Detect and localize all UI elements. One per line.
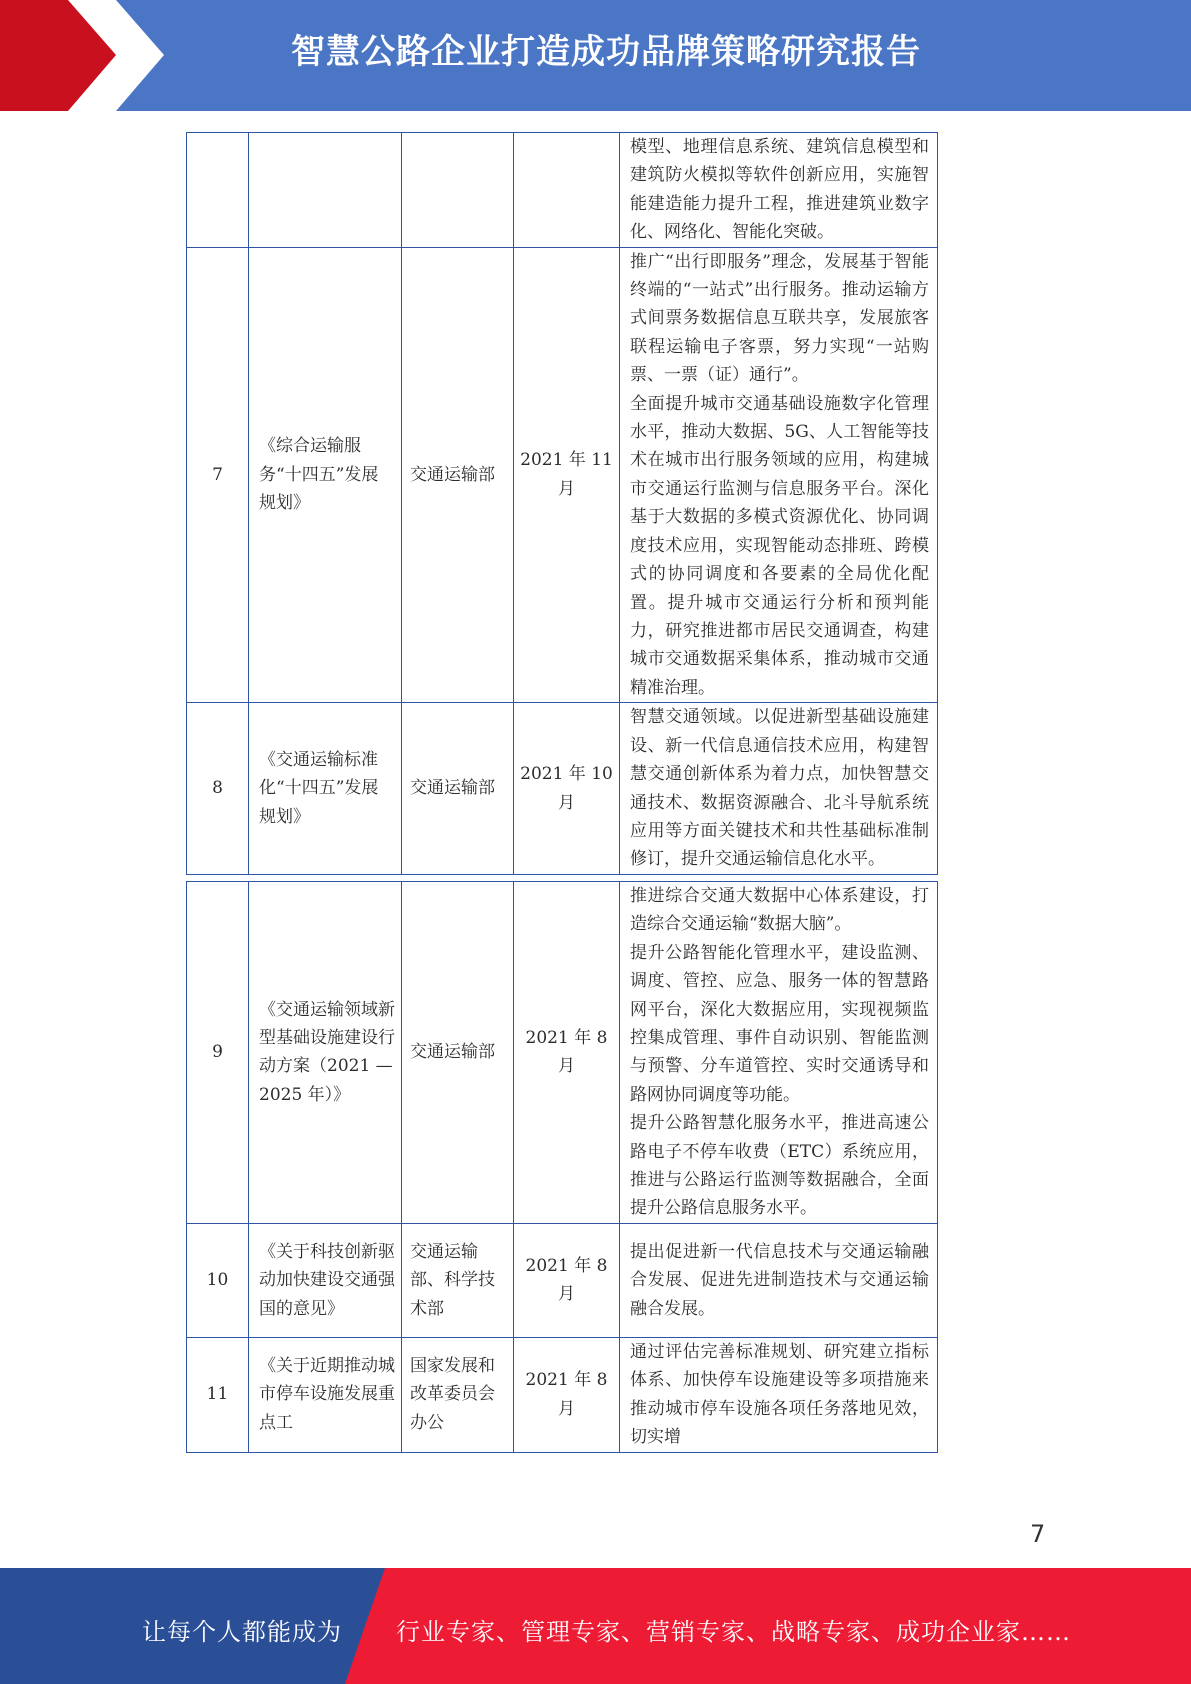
page-title: 智慧公路企业打造成功品牌策略研究报告	[291, 32, 921, 72]
policy-title: 《综合运输服务“十四五”发展规划》	[249, 247, 402, 703]
content-paragraph: 智慧交通领域。以促进新型基础设施建设、新一代信息通信技术应用，构建智慧交通创新体系为着力点，加快智慧交通技术、数据资源融合、北斗导航系统应用等方面关键技术和共性基础标准制修订，提升交通运输信息化水平。	[630, 707, 929, 870]
policy-content	[620, 133, 938, 248]
row-number: 9	[187, 882, 249, 1224]
policy-dept: 交通运输部、科学技术部	[402, 1223, 514, 1337]
policy-date: 2021 年 8 月	[514, 1337, 620, 1452]
content-paragraph: 提升公路智能化管理水平，建设监测、调度、管控、应急、服务一体的智慧路网平台，深化大数据应用，实现视频监控集成管理、事件自动识别、智能监测与预警、分车道管控、实时交通诱导和路网协同调度等功能。	[630, 942, 929, 1105]
table-row	[187, 133, 938, 248]
row-number: 7	[187, 247, 249, 703]
policy-title: 《交通运输标准化“十四五”发展规划》	[249, 703, 402, 875]
table-row	[187, 1223, 938, 1337]
policy-dept: 交通运输部	[402, 703, 514, 875]
content-paragraph: 提升公路智慧化服务水平，推进高速公路电子不停车收费（ETC）系统应用，推进与公路运行监测等数据融合，全面提升公路信息服务水平。	[630, 1113, 929, 1219]
policy-date	[514, 133, 620, 248]
policy-content	[620, 1337, 938, 1452]
policy-date: 2021 年 8 月	[514, 1223, 620, 1337]
policy-dept	[402, 133, 514, 248]
footer-slogan-left: 让每个人都能成为	[142, 1618, 342, 1646]
content-paragraph: 通过评估完善标准规划、研究建立指标体系、加快停车设施建设等多项措施来推动城市停车设施各项任务落地见效，切实增	[630, 1341, 929, 1448]
content-paragraph: 全面提升城市交通基础设施数字化管理水平，推动大数据、5G、人工智能等技术在城市出行服务领域的应用，构建城市交通运行监测与信息服务平台。深化基于大数据的多模式资源优化、协同调度技术应用，实现智能动态排班、跨模式的协同调度和各要素的全局优化配置。提升城市交通运行分析和预判能力，研究推进都市居民交通调查，构建城市交通数据采集体系，推动城市交通精准治理。	[630, 393, 929, 698]
content-paragraph: 推广“出行即服务”理念，发展基于智能终端的“一站式”出行服务。推动运输方式间票务数据信息互联共享，发展旅客联程运输电子客票，努力实现“一站购票、一票（证）通行”。	[630, 251, 929, 386]
row-number: 10	[187, 1223, 249, 1337]
row-number	[187, 133, 249, 248]
policy-dept: 国家发展和改革委员会办公	[402, 1337, 514, 1452]
content-paragraph: 提出促进新一代信息技术与交通运输融合发展、促进先进制造技术与交通运输融合发展。	[630, 1241, 929, 1319]
table-row	[187, 703, 938, 875]
policy-date: 2021 年 10 月	[514, 703, 620, 875]
policy-dept: 交通运输部	[402, 247, 514, 703]
policy-dept: 交通运输部	[402, 882, 514, 1224]
table-row	[187, 882, 938, 1224]
policy-content	[620, 1223, 938, 1337]
content-paragraph: 推进综合交通大数据中心体系建设，打造综合交通运输“数据大脑”。	[630, 886, 929, 935]
policy-title: 《交通运输领域新型基础设施建设行动方案（2021 — 2025 年）》	[249, 882, 402, 1224]
policy-content	[620, 882, 938, 1224]
content-paragraph: 模型、地理信息系统、建筑信息模型和建筑防火模拟等软件创新应用，实施智能建造能力提升工程，推进建筑业数字化、网络化、智能化突破。	[630, 137, 929, 243]
policy-title	[249, 133, 402, 248]
policy-content	[620, 247, 938, 703]
page-number: 7	[1030, 1520, 1046, 1548]
policy-title: 《关于近期推动城市停车设施发展重点工	[249, 1337, 402, 1452]
footer-slogan-right: 行业专家、管理专家、营销专家、战略专家、成功企业家……	[396, 1618, 1071, 1646]
policy-title: 《关于科技创新驱动加快建设交通强国的意见》	[249, 1223, 402, 1337]
policy-table-1	[186, 132, 938, 875]
policy-date: 2021 年 11 月	[514, 247, 620, 703]
table-row	[187, 247, 938, 703]
row-number: 8	[187, 703, 249, 875]
policy-date: 2021 年 8 月	[514, 882, 620, 1224]
policy-table-2	[186, 881, 938, 1453]
table-row	[187, 1337, 938, 1452]
row-number: 11	[187, 1337, 249, 1452]
policy-content	[620, 703, 938, 875]
